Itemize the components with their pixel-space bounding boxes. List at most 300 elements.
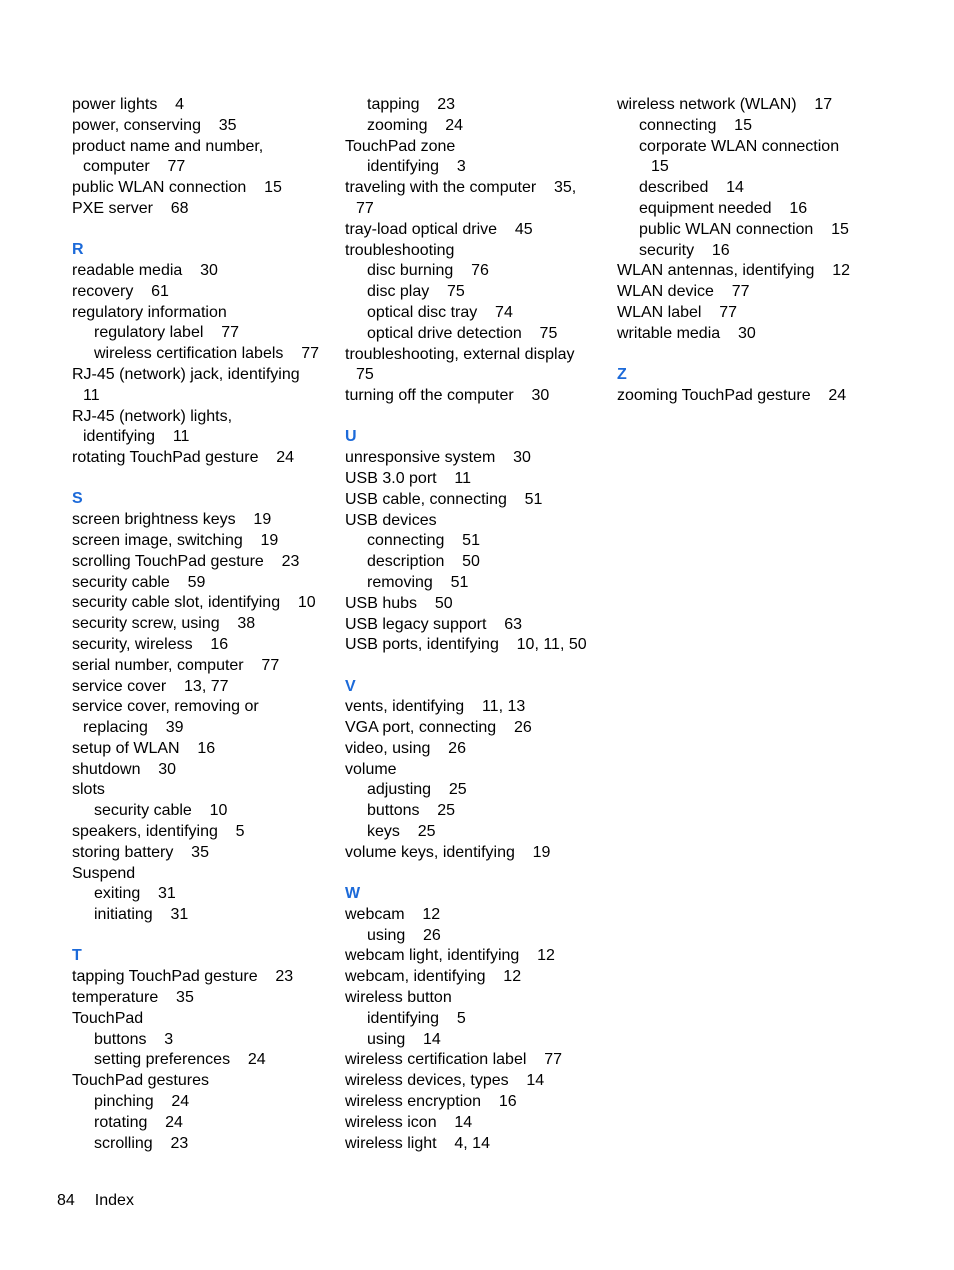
entry-term: setting preferences xyxy=(94,1051,231,1069)
entry-page-ref[interactable]: 51 xyxy=(450,573,469,591)
entry-term: vents, identifying xyxy=(345,698,465,716)
entry-term: optical disc tray xyxy=(367,303,478,321)
entry-page-ref[interactable]: 24 xyxy=(445,116,464,134)
index-entry xyxy=(72,261,332,282)
entry-page-ref[interactable]: 10 xyxy=(297,594,316,612)
entry-term: initiating xyxy=(94,906,153,924)
entry-page-ref[interactable]: 45 xyxy=(514,220,533,238)
entry-term: Suspend xyxy=(72,864,136,882)
entry-term: corporate WLAN connection xyxy=(639,137,840,155)
entry-term: regulatory information xyxy=(72,303,227,321)
index-subentry xyxy=(345,116,605,137)
entry-page-ref[interactable]: 3 xyxy=(456,158,466,176)
entry-page-ref[interactable]: 14 xyxy=(526,1072,545,1090)
entry-term: shutdown xyxy=(72,760,141,778)
index-subentry xyxy=(345,531,605,552)
entry-term: power, conserving xyxy=(72,116,201,134)
entry-page-ref[interactable]: 31 xyxy=(158,885,176,903)
entry-term: TouchPad xyxy=(72,1009,144,1027)
index-entry xyxy=(72,988,332,1009)
entry-page-ref[interactable]: 24 xyxy=(247,1051,266,1069)
entry-term: wireless devices, types xyxy=(345,1072,509,1090)
entry-page-ref[interactable]: 30 xyxy=(737,324,756,342)
entry-page-ref[interactable]: 16 xyxy=(197,739,216,757)
section-gap xyxy=(72,469,332,489)
entry-term: zooming TouchPad gesture xyxy=(617,386,811,404)
entry-term: tray-load optical drive xyxy=(345,220,498,238)
entry-page-ref[interactable]: 23 xyxy=(170,1134,189,1152)
index-subentry xyxy=(617,137,887,158)
entry-page-ref[interactable]: 23 xyxy=(437,96,456,113)
entry-page-ref[interactable]: 30 xyxy=(200,261,218,279)
entry-term: replacing xyxy=(83,719,148,737)
entry-term: using xyxy=(367,926,406,944)
index-entry xyxy=(72,760,332,781)
section-gap xyxy=(345,656,605,676)
entry-term: USB hubs xyxy=(345,594,418,612)
entry-page-ref[interactable]: 75 xyxy=(356,366,374,384)
index-entry xyxy=(72,116,332,137)
entry-term: keys xyxy=(367,823,400,841)
index-entry xyxy=(345,137,605,158)
entry-term: VGA port, connecting xyxy=(345,719,497,737)
entry-term: service cover, removing or xyxy=(72,698,259,716)
entry-page-ref[interactable]: 77 xyxy=(719,303,738,321)
entry-term: service cover xyxy=(72,677,167,695)
section-letter: V xyxy=(345,677,356,695)
entry-page-ref[interactable]: 4 xyxy=(175,96,185,113)
index-entry xyxy=(345,345,605,366)
section-letter: U xyxy=(345,428,357,446)
section-gap xyxy=(72,926,332,946)
index-subentry xyxy=(345,573,605,594)
index-entry xyxy=(345,1050,605,1071)
index-subentry xyxy=(72,323,332,344)
index-entry xyxy=(72,510,332,531)
entry-term: wireless light xyxy=(345,1134,437,1152)
entry-term: volume keys, identifying xyxy=(345,843,515,861)
entry-term: tapping TouchPad gesture xyxy=(72,968,258,986)
entry-term: RJ-45 (network) lights, xyxy=(72,407,233,425)
entry-page-ref[interactable]: 11, 13 xyxy=(481,698,526,716)
index-entry xyxy=(617,386,887,407)
entry-page-ref[interactable]: 11 xyxy=(454,469,471,487)
entry-term: security, wireless xyxy=(72,635,193,653)
entry-page-ref[interactable]: 76 xyxy=(471,262,489,280)
entry-page-ref[interactable]: 77 xyxy=(261,656,280,674)
index-entry xyxy=(345,178,605,199)
index-entry xyxy=(345,594,605,615)
entry-term: scrolling xyxy=(94,1134,153,1152)
entry-term: description xyxy=(367,553,445,571)
index-entry xyxy=(345,843,605,864)
entry-page-ref[interactable]: 77 xyxy=(221,324,239,342)
section-letter: R xyxy=(72,241,84,259)
entry-term: equipment needed xyxy=(639,199,772,217)
index-subentry xyxy=(345,801,605,822)
index-entry xyxy=(72,407,332,428)
entry-page-ref[interactable]: 35 xyxy=(191,843,209,861)
index-entry xyxy=(72,593,332,614)
index-column-1 xyxy=(72,95,332,1154)
section-gap xyxy=(72,220,332,240)
entry-page-ref[interactable]: 13, 77 xyxy=(184,677,229,695)
entry-term: writable media xyxy=(617,324,721,342)
entry-page-ref[interactable]: 26 xyxy=(448,739,466,757)
entry-term: setup of WLAN xyxy=(72,739,180,757)
entry-page-ref[interactable]: 75 xyxy=(447,283,465,301)
entry-term: TouchPad zone xyxy=(345,137,456,155)
entry-term: identifying xyxy=(367,1009,440,1027)
index-entry xyxy=(345,490,605,511)
index-column-3 xyxy=(617,95,887,407)
index-entry xyxy=(345,199,605,220)
index-entry xyxy=(72,157,332,178)
index-subentry xyxy=(345,324,605,345)
index-subentry xyxy=(617,116,887,137)
entry-term: speakers, identifying xyxy=(72,823,218,841)
index-entry xyxy=(345,635,605,656)
index-entry xyxy=(72,656,332,677)
entry-term: TouchPad gestures xyxy=(72,1072,209,1090)
entry-page-ref[interactable]: 30 xyxy=(158,760,177,778)
entry-term: recovery xyxy=(72,282,134,300)
entry-page-ref[interactable]: 11 xyxy=(172,428,190,446)
index-subentry xyxy=(72,1113,332,1134)
index-entry xyxy=(72,282,332,303)
entry-page-ref[interactable]: 12 xyxy=(422,905,441,923)
index-entry xyxy=(617,324,887,345)
index-subentry xyxy=(345,822,605,843)
entry-page-ref[interactable]: 35 xyxy=(218,116,237,134)
index-subentry xyxy=(617,199,887,220)
entry-term: rotating TouchPad gesture xyxy=(72,449,259,467)
entry-page-ref[interactable]: 15 xyxy=(651,158,669,176)
entry-page-ref[interactable]: 16 xyxy=(711,241,730,259)
page-number: 84 xyxy=(57,1192,75,1209)
index-entry xyxy=(345,1113,605,1134)
entry-page-ref[interactable]: 25 xyxy=(448,781,467,799)
entry-term: identifying xyxy=(83,428,156,446)
index-entry xyxy=(72,303,332,324)
entry-page-ref[interactable]: 14 xyxy=(423,1030,441,1048)
entry-term: readable media xyxy=(72,261,183,279)
index-entry xyxy=(345,448,605,469)
entry-page-ref[interactable]: 14 xyxy=(726,179,744,197)
section-gap xyxy=(345,864,605,884)
index-subentry xyxy=(72,1050,332,1071)
entry-term: adjusting xyxy=(367,781,432,799)
entry-term: rotating xyxy=(94,1113,148,1131)
entry-term: USB legacy support xyxy=(345,615,487,633)
entry-page-ref[interactable]: 24 xyxy=(171,1093,190,1111)
entry-page-ref[interactable]: 35, xyxy=(553,179,577,197)
index-subentry xyxy=(72,884,332,905)
entry-term: troubleshooting, external display xyxy=(345,345,575,363)
index-entry xyxy=(345,469,605,490)
index-entry xyxy=(345,760,605,781)
index-entry xyxy=(72,178,332,199)
entry-term: WLAN device xyxy=(617,283,714,301)
entry-term: security cable xyxy=(72,573,170,591)
entry-term: USB devices xyxy=(345,511,437,529)
entry-page-ref[interactable]: 77 xyxy=(544,1051,562,1069)
entry-page-ref[interactable]: 17 xyxy=(814,96,833,113)
entry-term: wireless network (WLAN) xyxy=(617,96,797,113)
entry-term: pinching xyxy=(94,1093,154,1111)
entry-page-ref[interactable]: 25 xyxy=(417,823,436,841)
index-subentry xyxy=(617,178,887,199)
entry-term: WLAN antennas, identifying xyxy=(617,262,815,280)
index-subentry xyxy=(72,905,332,926)
entry-term: storing battery xyxy=(72,843,174,861)
entry-page-ref[interactable]: 16 xyxy=(789,199,808,217)
entry-term: wireless certification label xyxy=(345,1051,527,1069)
entry-page-ref[interactable]: 30 xyxy=(531,387,550,405)
entry-page-ref[interactable]: 50 xyxy=(434,594,453,612)
index-subentry xyxy=(617,241,887,262)
entry-term: USB ports, identifying xyxy=(345,636,499,654)
entry-term: webcam, identifying xyxy=(345,968,486,986)
entry-term: described xyxy=(639,179,709,197)
index-entry xyxy=(72,365,332,386)
index-entry xyxy=(617,157,887,178)
index-subentry xyxy=(345,261,605,282)
entry-page-ref[interactable]: 59 xyxy=(187,573,206,591)
entry-page-ref[interactable]: 26 xyxy=(513,719,532,737)
entry-term: regulatory label xyxy=(94,324,204,342)
entry-page-ref[interactable]: 15 xyxy=(264,179,282,197)
entry-page-ref[interactable]: 12 xyxy=(832,262,851,280)
entry-term: wireless icon xyxy=(345,1113,437,1131)
entry-term: RJ-45 (network) jack, identifying xyxy=(72,365,300,383)
index-entry xyxy=(72,1009,332,1030)
index-subentry xyxy=(345,303,605,324)
index-entry xyxy=(345,988,605,1009)
entry-term: tapping xyxy=(367,96,420,113)
entry-page-ref[interactable]: 14 xyxy=(454,1113,473,1131)
entry-page-ref[interactable]: 50 xyxy=(462,553,480,571)
entry-page-ref[interactable]: 24 xyxy=(165,1113,183,1131)
entry-page-ref[interactable]: 77 xyxy=(356,199,374,217)
entry-term: connecting xyxy=(639,116,717,134)
index-entry xyxy=(72,864,332,885)
entry-term: screen image, switching xyxy=(72,531,243,549)
page-footer xyxy=(57,1191,154,1211)
entry-page-ref[interactable]: 12 xyxy=(503,968,522,986)
index-subentry xyxy=(345,1030,605,1051)
entry-page-ref[interactable]: 24 xyxy=(828,386,847,404)
entry-term: unresponsive system xyxy=(345,449,496,467)
entry-page-ref[interactable]: 19 xyxy=(532,843,551,861)
index-entry xyxy=(72,697,332,718)
entry-term: wireless certification labels xyxy=(94,345,284,363)
index-subentry xyxy=(72,344,332,365)
entry-term: computer xyxy=(83,158,150,176)
index-entry xyxy=(72,573,332,594)
entry-term: volume xyxy=(345,760,397,778)
entry-term: product name and number, xyxy=(72,137,264,155)
index-entry xyxy=(72,780,332,801)
index-subentry xyxy=(345,552,605,573)
entry-page-ref[interactable]: 26 xyxy=(423,926,441,944)
index-entry xyxy=(72,199,332,220)
entry-page-ref[interactable]: 51 xyxy=(524,490,543,508)
entry-term: video, using xyxy=(345,739,431,757)
index-entry xyxy=(72,843,332,864)
index-entry xyxy=(72,614,332,635)
entry-page-ref[interactable]: 25 xyxy=(437,802,456,820)
index-subentry xyxy=(345,95,605,116)
entry-term: PXE server xyxy=(72,199,153,217)
index-entry xyxy=(72,718,332,739)
entry-page-ref[interactable]: 19 xyxy=(253,511,272,529)
entry-term: screen brightness keys xyxy=(72,511,236,529)
index-entry xyxy=(72,635,332,656)
entry-term: public WLAN connection xyxy=(639,220,814,238)
index-entry xyxy=(345,386,605,407)
index-entry xyxy=(345,718,605,739)
entry-page-ref[interactable]: 74 xyxy=(495,303,513,321)
entry-term: security xyxy=(639,241,695,259)
section-gap xyxy=(345,407,605,427)
entry-page-ref[interactable]: 16 xyxy=(498,1093,517,1111)
index-column-2 xyxy=(345,95,605,1154)
entry-page-ref[interactable]: 30 xyxy=(513,449,531,467)
entry-page-ref[interactable]: 4, 14 xyxy=(454,1134,490,1152)
index-entry xyxy=(617,282,887,303)
entry-term: buttons xyxy=(94,1030,147,1048)
entry-page-ref[interactable]: 5 xyxy=(235,823,245,841)
section-letter: W xyxy=(345,885,361,903)
index-subentry xyxy=(345,157,605,178)
entry-term: webcam xyxy=(345,905,405,923)
index-entry xyxy=(345,905,605,926)
entry-term: USB 3.0 port xyxy=(345,469,437,487)
entry-page-ref[interactable]: 31 xyxy=(170,906,189,924)
index-subentry xyxy=(345,1009,605,1030)
entry-page-ref[interactable]: 3 xyxy=(164,1030,174,1048)
index-entry xyxy=(345,946,605,967)
index-entry xyxy=(72,822,332,843)
entry-page-ref[interactable]: 11 xyxy=(83,386,100,404)
entry-page-ref[interactable]: 77 xyxy=(167,158,186,176)
section-letter: S xyxy=(72,490,83,508)
entry-term: power lights xyxy=(72,96,158,113)
footer-label: Index xyxy=(94,1192,134,1209)
index-entry xyxy=(345,220,605,241)
entry-term: USB cable, connecting xyxy=(345,490,507,508)
entry-term: traveling with the computer xyxy=(345,179,537,197)
index-subentry xyxy=(72,801,332,822)
entry-page-ref[interactable]: 63 xyxy=(504,615,522,633)
entry-page-ref[interactable]: 23 xyxy=(275,968,294,986)
entry-term: identifying xyxy=(367,158,440,176)
entry-page-ref[interactable]: 12 xyxy=(537,947,555,965)
entry-term: troubleshooting xyxy=(345,241,455,259)
entry-page-ref[interactable]: 68 xyxy=(170,199,189,217)
entry-page-ref[interactable]: 77 xyxy=(301,345,319,363)
index-entry xyxy=(345,967,605,988)
index-entry xyxy=(345,697,605,718)
index-subentry xyxy=(345,282,605,303)
entry-page-ref[interactable]: 38 xyxy=(237,615,256,633)
index-entry xyxy=(345,1071,605,1092)
entry-term: disc play xyxy=(367,283,430,301)
entry-term: WLAN label xyxy=(617,303,702,321)
section-letter: T xyxy=(72,947,82,965)
index-entry xyxy=(617,303,887,324)
entry-page-ref[interactable]: 15 xyxy=(734,116,752,134)
index-entry xyxy=(345,615,605,636)
entry-term: turning off the computer xyxy=(345,387,514,405)
entry-page-ref[interactable]: 10, 11, 50 xyxy=(516,636,587,654)
entry-term: connecting xyxy=(367,532,445,550)
entry-term: serial number, computer xyxy=(72,656,244,674)
index-entry xyxy=(72,531,332,552)
entry-term: security cable slot, identifying xyxy=(72,594,281,612)
entry-page-ref[interactable]: 51 xyxy=(462,532,480,550)
index-entry xyxy=(345,241,605,262)
index-subentry xyxy=(72,1134,332,1155)
entry-page-ref[interactable]: 35 xyxy=(176,989,194,1007)
entry-page-ref[interactable]: 15 xyxy=(831,220,849,238)
entry-term: wireless button xyxy=(345,989,452,1007)
entry-term: webcam light, identifying xyxy=(345,947,520,965)
entry-page-ref[interactable]: 24 xyxy=(276,449,295,467)
section-letter: Z xyxy=(617,365,627,383)
section-gap xyxy=(617,345,887,365)
entry-term: security screw, using xyxy=(72,615,220,633)
index-entry xyxy=(72,739,332,760)
index-subentry xyxy=(72,1030,332,1051)
entry-page-ref[interactable]: 23 xyxy=(281,552,300,570)
entry-page-ref[interactable]: 19 xyxy=(260,531,279,549)
entry-page-ref[interactable]: 61 xyxy=(151,282,169,300)
index-entry xyxy=(345,365,605,386)
entry-term: temperature xyxy=(72,989,159,1007)
index-subentry xyxy=(345,780,605,801)
entry-page-ref[interactable]: 39 xyxy=(165,719,184,737)
index-entry xyxy=(72,95,332,116)
index-entry xyxy=(72,137,332,158)
index-entry xyxy=(72,386,332,407)
index-entry xyxy=(72,427,332,448)
entry-page-ref[interactable]: 77 xyxy=(731,283,750,301)
index-entry xyxy=(72,448,332,469)
index-subentry xyxy=(72,1092,332,1113)
index-entry xyxy=(617,261,887,282)
entry-term: wireless encryption xyxy=(345,1093,482,1111)
entry-page-ref[interactable]: 10 xyxy=(209,802,228,820)
entry-page-ref[interactable]: 5 xyxy=(456,1009,466,1027)
entry-page-ref[interactable]: 75 xyxy=(539,324,558,342)
index-entry xyxy=(617,95,887,116)
index-entry xyxy=(72,677,332,698)
index-entry xyxy=(72,967,332,988)
entry-term: security cable xyxy=(94,802,192,820)
entry-term: slots xyxy=(72,781,105,799)
index-subentry xyxy=(345,926,605,947)
index-entry xyxy=(72,1071,332,1092)
entry-term: buttons xyxy=(367,802,420,820)
index-entry xyxy=(345,739,605,760)
entry-term: using xyxy=(367,1030,406,1048)
index-entry xyxy=(345,1092,605,1113)
index-entry xyxy=(72,552,332,573)
entry-term: scrolling TouchPad gesture xyxy=(72,552,264,570)
entry-page-ref[interactable]: 16 xyxy=(210,635,229,653)
